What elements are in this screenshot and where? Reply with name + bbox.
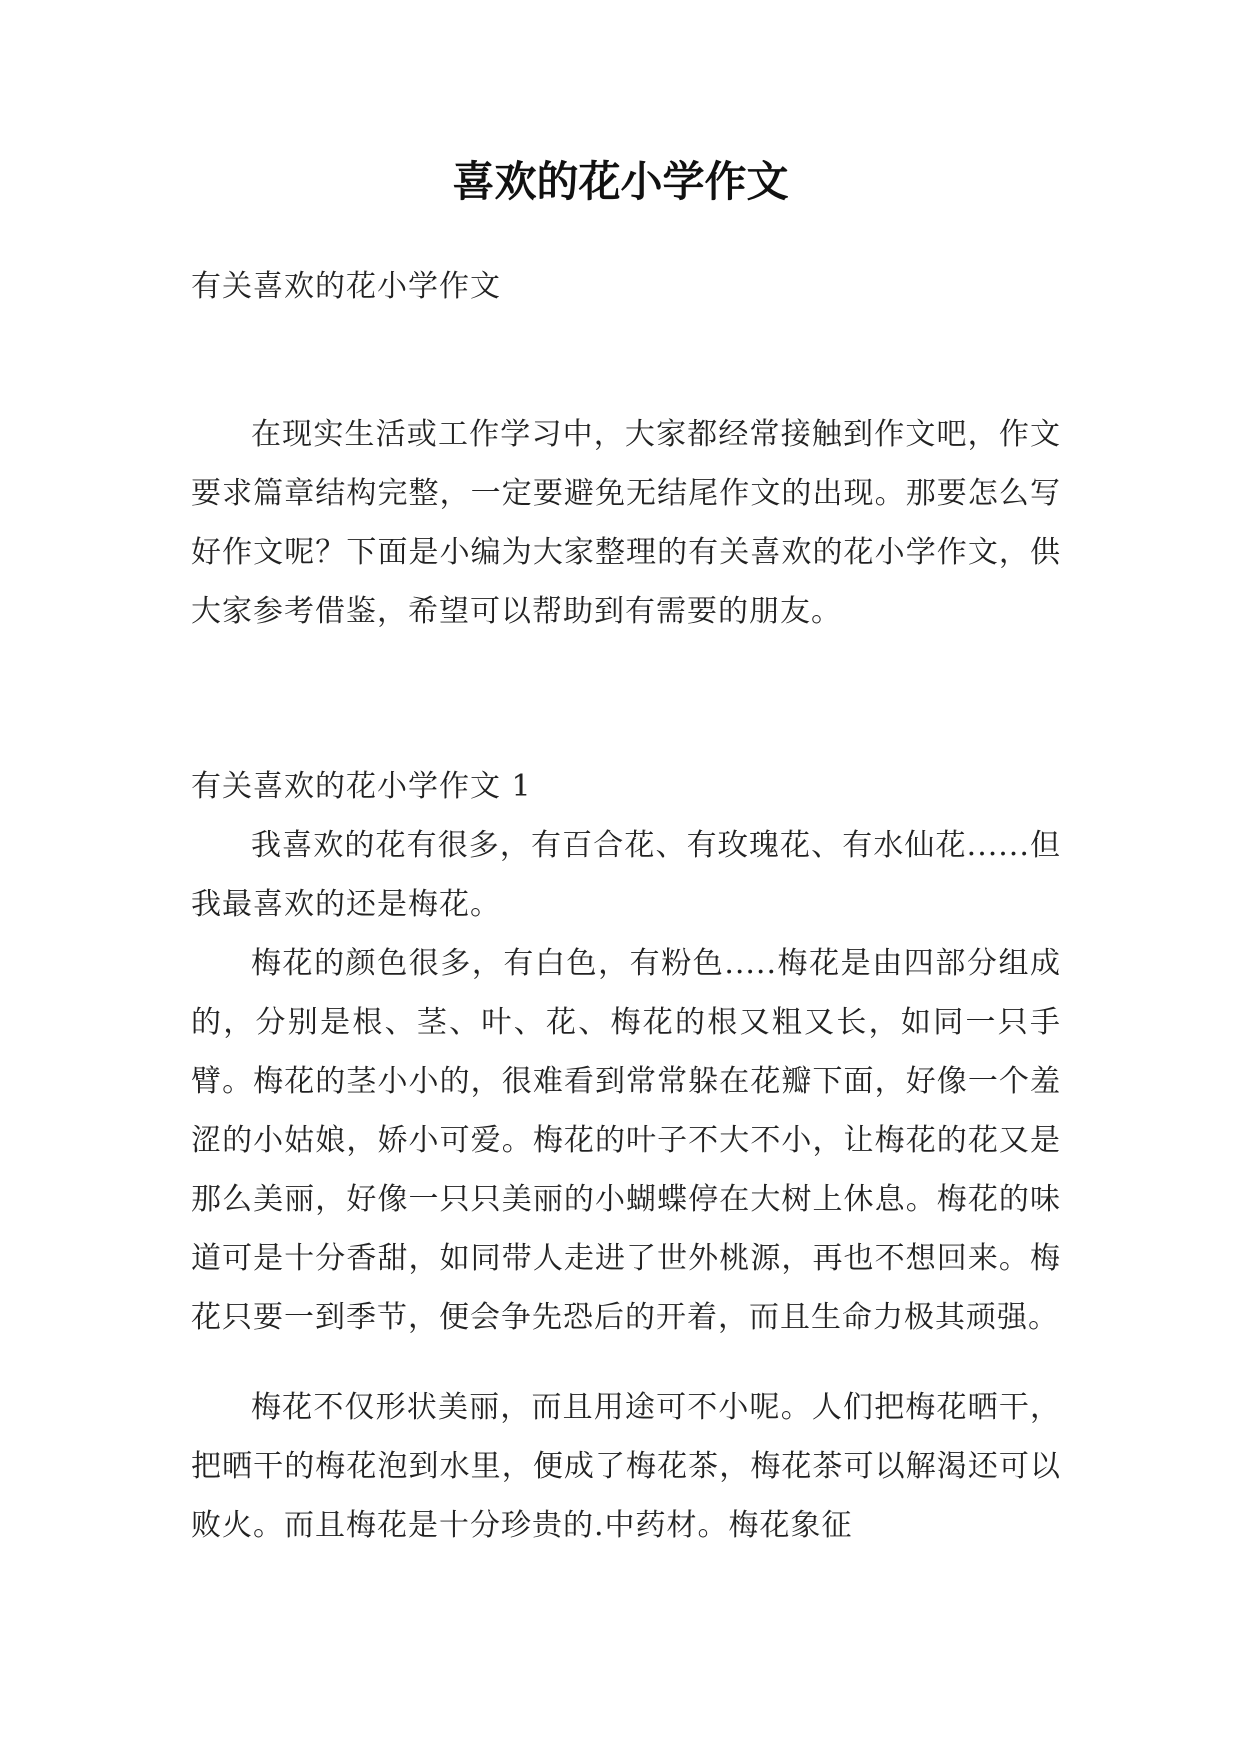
document-subtitle: 有关喜欢的花小学作文 (191, 269, 501, 304)
body-paragraph-1: 我喜欢的花有很多，有百合花、有玫瑰花、有水仙花......但我最喜欢的还是梅花。 (191, 828, 1061, 922)
body-paragraph-2: 梅花的颜色很多，有白色，有粉色.....梅花是由四部分组成的，分别是根、茎、叶、花、梅花的根又粗又长，如同一只手臂。梅花的茎小小的，很难看到常常躲在花瓣下面，好像一个羞涩的小姑娘，娇小可爱。梅花的叶子不大不小，让梅花的花又是那么美丽，好像一只只美丽的小蝴蝶停在大树上休息。梅花的味道可是十分香甜，如同带人走进了世外桃源，再也不想回来。梅花只要一到季节，便会争先恐后的开着，而且生命力极其顽强。 (191, 946, 1061, 1335)
section-heading: 有关喜欢的花小学作文 1 (191, 769, 532, 804)
document-title: 喜欢的花小学作文 (452, 157, 789, 206)
body-paragraph-3: 梅花不仅形状美丽，而且用途可不小呢。人们把梅花晒干，把晒干的梅花泡到水里，便成了梅花茶，梅花茶可以解渴还可以败火。而且梅花是十分珍贵的.中药材。梅花象征 (191, 1390, 1061, 1543)
intro-paragraph: 在现实生活或工作学习中，大家都经常接触到作文吧，作文要求篇章结构完整，一定要避免无结尾作文的出现。那要怎么写好作文呢？下面是小编为大家整理的有关喜欢的花小学作文，供大家参考借鉴，希望可以帮助到有需要的朋友。 (191, 417, 1061, 629)
